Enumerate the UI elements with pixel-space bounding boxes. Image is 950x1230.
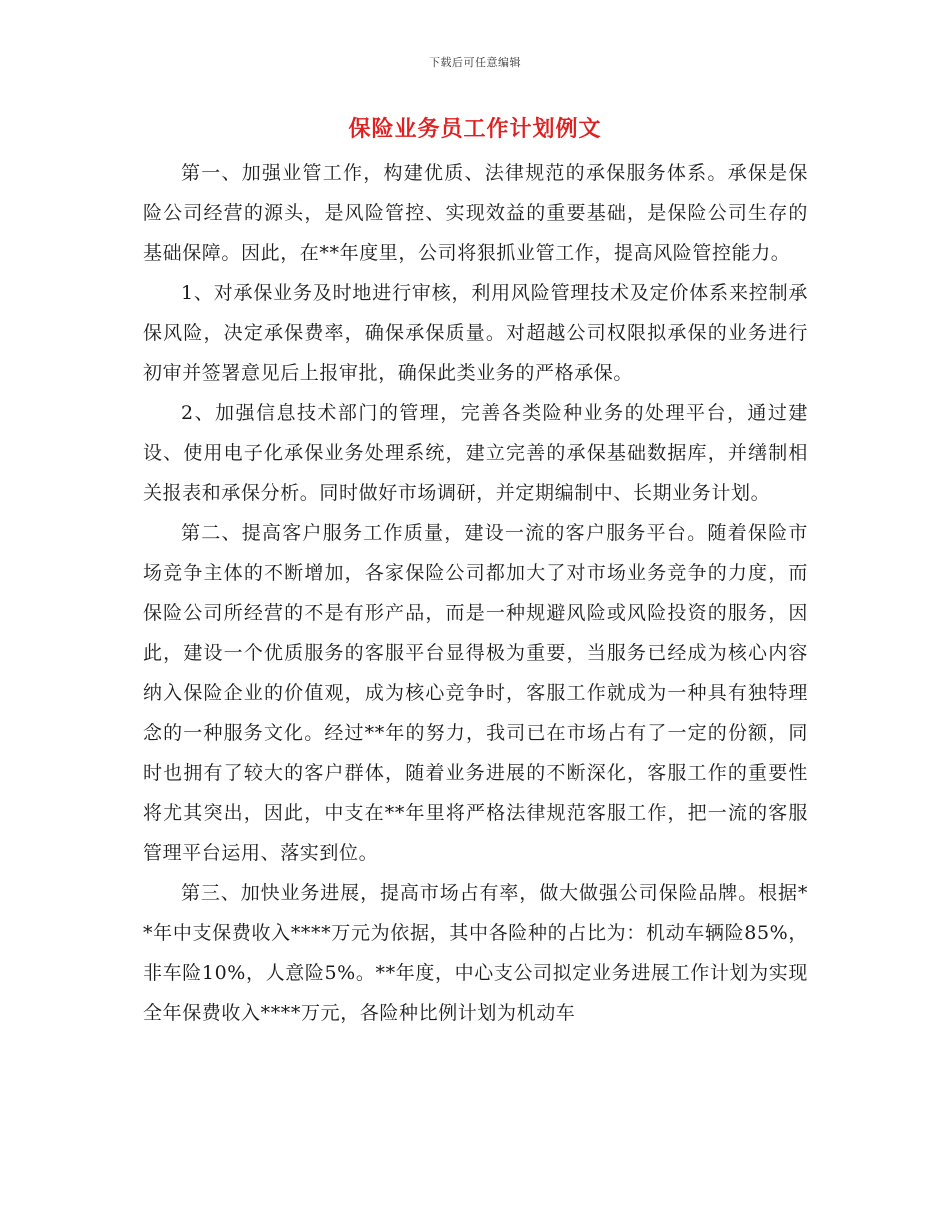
paragraph-2: 1、对承保业务及时地进行审核，利用风险管理技术及定价体系来控制承保风险，决定承保费率，确保承保质量。对超越公司权限拟承保的业务进行初审并签署意见后上报审批，确保此类业务的严格承保。 xyxy=(143,282,808,384)
paragraph-3: 2、加强信息技术部门的管理，完善各类险种业务的处理平台，通过建设、使用电子化承保业务处理系统，建立完善的承保基础数据库，并缮制相关报表和承保分析。同时做好市场调研，并定期编制中、长期业务计划。 xyxy=(143,402,808,504)
document-title: 保险业务员工作计划例文 xyxy=(348,116,602,142)
paragraph-1: 第一、加强业管工作，构建优质、法律规范的承保服务体系。承保是保险公司经营的源头，是风险管控、实现效益的重要基础，是保险公司生存的基础保障。因此，在**年度里，公司将狠抓业管工作，提高风险管控能力。 xyxy=(143,162,808,264)
paragraph-5: 第三、加快业务进展，提高市场占有率，做大做强公司保险品牌。根据**年中支保费收入****万元为依据，其中各险种的占比为：机动车辆险85%，非车险10%，人意险5%。**年度，中心支公司拟定业务进展工作计划为实现全年保费收入****万元，各险种比例计划为机动车 xyxy=(143,882,808,1024)
header-note: 下载后可任意编辑 xyxy=(429,56,521,69)
paragraph-4: 第二、提高客户服务工作质量，建设一流的客户服务平台。随着保险市场竞争主体的不断增加，各家保险公司都加大了对市场业务竞争的力度，而保险公司所经营的不是有形产品，而是一种规避风险或风险投资的服务，因此，建设一个优质服务的客服平台显得极为重要，当服务已经成为核心内容纳入保险企业的价值观，成为核心竞争时，客服工作就成为一种具有独特理念的一种服务文化。经过**年的努力，我司已在市场占有了一定的份额，同时也拥有了较大的客户群体，随着业务进展的不断深化，客服工作的重要性将尤其突出，因此，中支在**年里将严格法律规范客服工作，把一流的客服管理平台运用、落实到位。 xyxy=(143,522,808,864)
document-body xyxy=(143,153,808,1033)
